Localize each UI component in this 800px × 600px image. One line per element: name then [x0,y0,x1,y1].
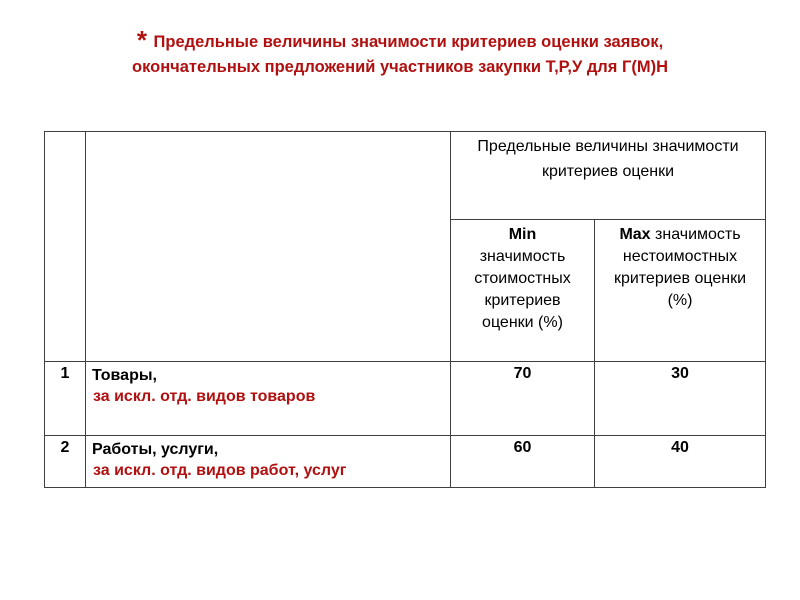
row-number: 2 [45,436,86,488]
header-empty-name-cell [86,132,451,362]
title-line-2: окончательных предложений участников закупки Т,Р,У для Г(М)Н [132,58,668,76]
criteria-table [44,131,766,488]
row-max-value: 30 [595,362,766,436]
row-min-value: 70 [451,362,595,436]
row-name-cell [86,362,451,436]
header-empty-num-cell [45,132,86,362]
header-min-label: Min [508,226,537,243]
header-min-text: значимость стоимостных критериев оценки (%) [474,248,571,331]
header-max-label: Max [619,226,651,243]
row-exception: за искл. отд. видов работ, услуг [93,462,347,479]
row-name: Работы, услуги, [92,441,219,458]
header-max-column [595,220,766,362]
table-row [45,436,766,488]
row-name-cell [86,436,451,488]
header-min-column [451,220,595,362]
title-asterisk: * [136,25,147,55]
row-max-value: 40 [595,436,766,488]
row-min-value: 60 [451,436,595,488]
title-text-1: Предельные величины значимости критериев оценки заявок, [153,33,664,51]
row-exception: за искл. отд. видов товаров [93,388,316,405]
title-line-1 [40,25,760,55]
header-criteria-limits: Предельные величины значимости критериев оценки [451,132,766,220]
row-name: Товары, [92,367,157,384]
page-title [40,25,760,80]
header-max-text: значимость нестоимостных критериев оценки (%) [613,226,747,309]
table-header-row [45,132,766,220]
row-number: 1 [45,362,86,436]
table-row [45,362,766,436]
